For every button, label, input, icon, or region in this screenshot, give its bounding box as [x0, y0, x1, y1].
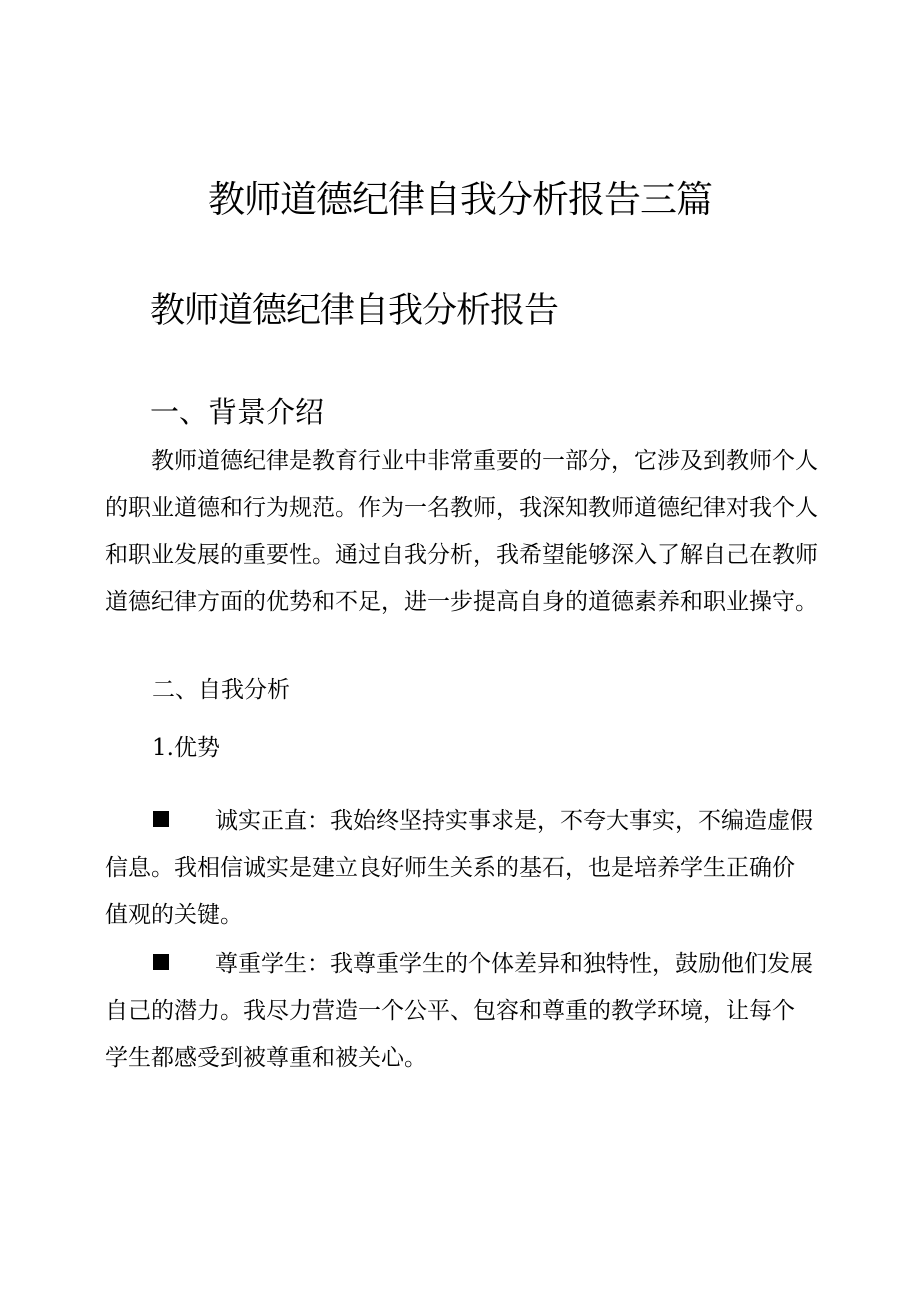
- bullet-item-honesty: [105, 798, 825, 939]
- paragraph-line: 诚实正直：我始终坚持实事求是，不夸大事实，不编造虚假: [215, 808, 813, 834]
- paragraph-line: 值观的关键。: [105, 902, 243, 928]
- paragraph-line: 学生都感受到被尊重和被关心。: [105, 1045, 427, 1071]
- paragraph-line: 和职业发展的重要性。通过自我分析，我希望能够深入了解自己在教师: [105, 542, 818, 568]
- bullet-first-line: [105, 941, 825, 988]
- document-main-title: 教师道德纪律自我分析报告三篇: [208, 178, 712, 221]
- section-heading-background: 一、背景介绍: [150, 395, 325, 429]
- paragraph-line: 的职业道德和行为规范。作为一名教师，我深知教师道德纪律对我个人: [105, 495, 818, 521]
- paragraph-line: 道德纪律方面的优势和不足，进一步提高自身的道德素养和职业操守。: [105, 589, 818, 615]
- paragraph-line: 信息。我相信诚实是建立良好师生关系的基石，也是培养学生正确价: [105, 855, 795, 881]
- paragraph-line: 尊重学生：我尊重学生的个体差异和独特性，鼓励他们发展: [215, 951, 813, 977]
- subsection-heading-strengths: 1.优势: [152, 735, 220, 761]
- paragraph-line: 教师道德纪律是教育行业中非常重要的一部分，它涉及到教师个人: [151, 448, 818, 474]
- section-heading-self-analysis: 二、自我分析: [152, 677, 290, 703]
- bullet-item-respect: [105, 941, 825, 1082]
- bullet-first-line: [105, 798, 825, 845]
- bullet-square-icon: [153, 811, 169, 827]
- bullet-square-icon: [153, 954, 169, 970]
- document-subtitle: 教师道德纪律自我分析报告: [150, 291, 559, 331]
- paragraph-line: 自己的潜力。我尽力营造一个公平、包容和尊重的教学环境，让每个: [105, 998, 795, 1024]
- background-paragraph: [105, 438, 825, 626]
